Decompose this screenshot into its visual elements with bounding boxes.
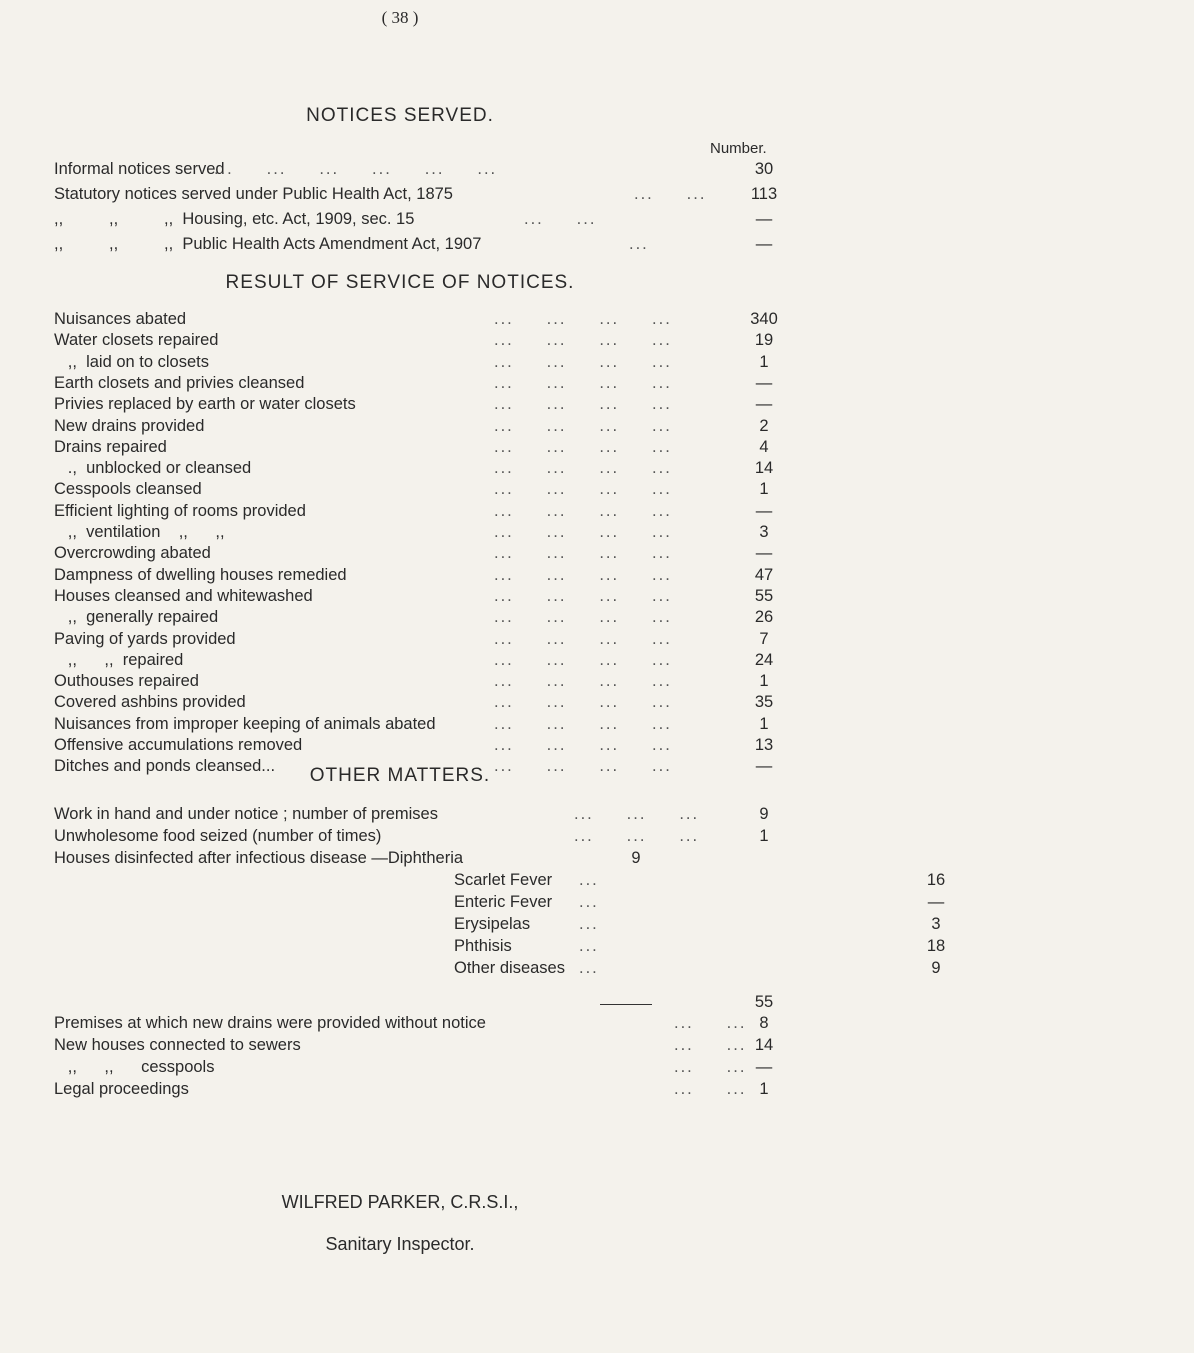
row-label: Nuisances from improper keeping of animals abated (54, 714, 436, 733)
table-row (454, 959, 1194, 981)
table-row (54, 1080, 794, 1102)
row-value: 2 (759, 416, 769, 435)
table-row (54, 374, 794, 396)
table-row (454, 937, 1194, 959)
row-label: Cesspools cleansed (54, 480, 202, 499)
row-value: 4 (759, 437, 769, 456)
table-row (54, 715, 794, 737)
row-label: ., unblocked or cleansed (54, 459, 252, 478)
leader-dots: ... ... ... ... (494, 352, 672, 371)
row-label: Ditches and ponds cleansed... (54, 757, 276, 776)
row-label: Paving of yards provided (54, 629, 236, 648)
row-value: 3 (759, 523, 769, 541)
row-label: New houses connected to sewers (54, 1036, 301, 1054)
row-value: 8 (759, 1014, 769, 1032)
table-row (54, 651, 794, 673)
row-label: ,, ,, repaired (54, 650, 184, 669)
table-row (54, 438, 794, 460)
leader-dots: ... ... ... ... (494, 395, 672, 414)
row-label: ,, generally repaired (54, 608, 219, 627)
row-value: 26 (754, 608, 774, 627)
inspector-name: WILFRED PARKER, C.R.S.I., (281, 1192, 519, 1212)
row-label: ,, ,, ,, Housing, etc. Act, 1909, sec. 15 (54, 210, 415, 228)
row-label: Erysipelas (454, 915, 531, 933)
table-row (54, 523, 794, 545)
row-value: — (755, 210, 773, 228)
leader-dots: ... ... (674, 1080, 747, 1098)
row-value: 19 (754, 331, 774, 350)
row-value: 113 (750, 185, 778, 203)
row-label: Nuisances abated (54, 310, 187, 328)
row-label: Dampness of dwelling houses remedied (54, 565, 347, 584)
row-subvalue: 18 (926, 937, 946, 955)
table-row (454, 871, 1194, 893)
row-value: 9 (759, 805, 769, 823)
table-row (54, 353, 794, 375)
number-column-header: Number. (710, 140, 767, 157)
row-label: Outhouses repaired (54, 672, 199, 691)
table-row (54, 1058, 794, 1080)
table-row (454, 893, 1194, 915)
row-value: — (755, 235, 773, 253)
table-row (54, 693, 794, 715)
row-value: 55 (754, 586, 774, 605)
table-row (54, 459, 794, 481)
leader-dots: ... ... ... ... (494, 650, 672, 669)
row-value: 47 (754, 565, 774, 584)
notices-served-heading: NOTICES SERVED. (306, 105, 494, 126)
row-value: — (755, 373, 773, 392)
leader-dots: ... ... ... ... (494, 757, 672, 776)
leader-dots: ... ... ... ... (494, 629, 672, 648)
row-subvalue: 16 (926, 871, 946, 889)
row-value: 1 (759, 352, 769, 371)
table-row (54, 544, 794, 566)
table-row (54, 310, 794, 332)
row-label: Houses disinfected after infectious disease —Diphtheria (54, 849, 464, 867)
table-row (54, 417, 794, 439)
row-value: 1 (759, 480, 769, 499)
row-value: 1 (759, 1080, 769, 1098)
table-row (54, 566, 794, 588)
table-row (54, 736, 794, 758)
row-label: Statutory notices served under Public Health Act, 1875 (54, 185, 453, 203)
row-label: ,, ,, cesspools (54, 1058, 215, 1076)
table-row (54, 395, 794, 417)
row-label: Water closets repaired (54, 331, 219, 350)
row-value: — (755, 544, 773, 563)
row-subvalue: 9 (931, 959, 941, 977)
other-matters-heading: OTHER MATTERS. (309, 765, 491, 786)
row-value: — (755, 395, 773, 414)
row-value: — (755, 757, 773, 776)
leader-dots: ... ... ... ... ... ... (214, 160, 498, 178)
table-row (54, 331, 794, 353)
row-subvalue: — (927, 893, 945, 911)
row-subvalue: 3 (931, 915, 941, 933)
table-row (54, 805, 794, 827)
row-label: Work in hand and under notice ; number of premises (54, 805, 438, 823)
table-row (54, 210, 794, 232)
leader-dots: ... (579, 893, 599, 911)
row-label: Scarlet Fever (454, 871, 553, 889)
row-value: 35 (754, 693, 774, 712)
table-row (54, 1014, 794, 1036)
row-value: 14 (754, 1036, 774, 1054)
leader-dots: ... ... ... ... (494, 608, 672, 627)
leader-dots: ... ... ... ... (494, 736, 672, 754)
table-row (54, 993, 794, 1015)
row-label: Offensive accumulations removed (54, 736, 303, 754)
row-value: 24 (754, 650, 774, 669)
table-row (54, 185, 794, 207)
leader-dots: ... ... ... ... (494, 672, 672, 691)
row-label: Privies replaced by earth or water closets (54, 395, 356, 414)
leader-dots: ... ... ... ... (494, 544, 672, 563)
table-row (54, 630, 794, 652)
leader-dots: ... ... (674, 1058, 747, 1076)
leader-dots: ... ... ... ... (494, 373, 672, 392)
row-value: 340 (750, 310, 778, 328)
table-row (454, 915, 1194, 937)
row-label: Legal proceedings (54, 1080, 189, 1098)
row-label: Houses cleansed and whitewashed (54, 586, 313, 605)
table-row (54, 160, 794, 182)
leader-dots: ... ... ... ... (494, 714, 672, 733)
row-label: Covered ashbins provided (54, 693, 246, 712)
row-value: 1 (759, 714, 769, 733)
row-label: Drains repaired (54, 437, 167, 456)
row-label: Phthisis (454, 937, 512, 955)
leader-dots: ... ... (674, 1036, 747, 1054)
leader-dots: ... (579, 915, 599, 933)
leader-dots: ... ... (674, 1014, 747, 1032)
table-row (54, 827, 794, 849)
row-value: 13 (754, 736, 774, 754)
table-row (54, 502, 794, 524)
row-label: Unwholesome food seized (number of times) (54, 827, 382, 845)
row-value: 7 (759, 629, 769, 648)
leader-dots: ... ... ... ... (494, 523, 672, 541)
leader-dots: ... (579, 937, 599, 955)
row-label: Other diseases (454, 959, 565, 977)
leader-dots: ... ... ... ... (494, 586, 672, 605)
leader-dots: ... ... ... ... (494, 480, 672, 499)
table-row (54, 587, 794, 609)
row-subvalue: 9 (631, 849, 641, 867)
row-label: Enteric Fever (454, 893, 553, 911)
leader-dots: ... (579, 959, 599, 977)
leader-dots: ... ... ... ... (494, 501, 672, 520)
row-value: 30 (754, 160, 774, 178)
table-row (54, 849, 794, 871)
page-number: ( 38 ) (381, 8, 419, 27)
row-label: Premises at which new drains were provided without notice (54, 1014, 486, 1032)
leader-dots: ... (579, 871, 599, 889)
leader-dots: ... ... ... (574, 827, 700, 845)
leader-dots: ... ... ... ... (494, 437, 672, 456)
row-label: New drains provided (54, 416, 205, 435)
row-label: ,, laid on to closets (54, 352, 209, 371)
leader-dots: ... ... (634, 185, 707, 203)
leader-dots: ... ... ... ... (494, 565, 672, 584)
row-label: Efficient lighting of rooms provided (54, 501, 306, 520)
leader-dots: ... ... ... ... (494, 416, 672, 435)
table-row (54, 480, 794, 502)
inspector-title: Sanitary Inspector. (325, 1234, 475, 1254)
row-value: 14 (754, 459, 774, 478)
row-label: Earth closets and privies cleansed (54, 373, 305, 392)
table-row (54, 1036, 794, 1058)
leader-dots: ... ... ... (574, 805, 700, 823)
leader-dots: ... ... ... ... (494, 310, 672, 328)
row-label: Informal notices served (54, 160, 225, 178)
row-value: 55 (754, 993, 774, 1011)
leader-dots: ... ... ... ... (494, 331, 672, 350)
row-label: Overcrowding abated (54, 544, 211, 563)
row-label: ,, ,, ,, Public Health Acts Amendment Act, 1907 (54, 235, 482, 253)
table-row (54, 608, 794, 630)
leader-dots: ... (629, 235, 649, 253)
leader-dots: ... ... ... ... (494, 693, 672, 712)
table-row (54, 235, 794, 257)
row-value: — (755, 501, 773, 520)
results-heading: RESULT OF SERVICE OF NOTICES. (225, 272, 575, 293)
row-value: 1 (759, 827, 769, 845)
leader-dots: ... ... ... ... (494, 459, 672, 478)
row-label: ,, ventilation ,, ,, (54, 523, 225, 541)
leader-dots: ... ... (524, 210, 597, 228)
table-row (54, 672, 794, 694)
row-value: 1 (759, 672, 769, 691)
row-value: — (755, 1058, 773, 1076)
